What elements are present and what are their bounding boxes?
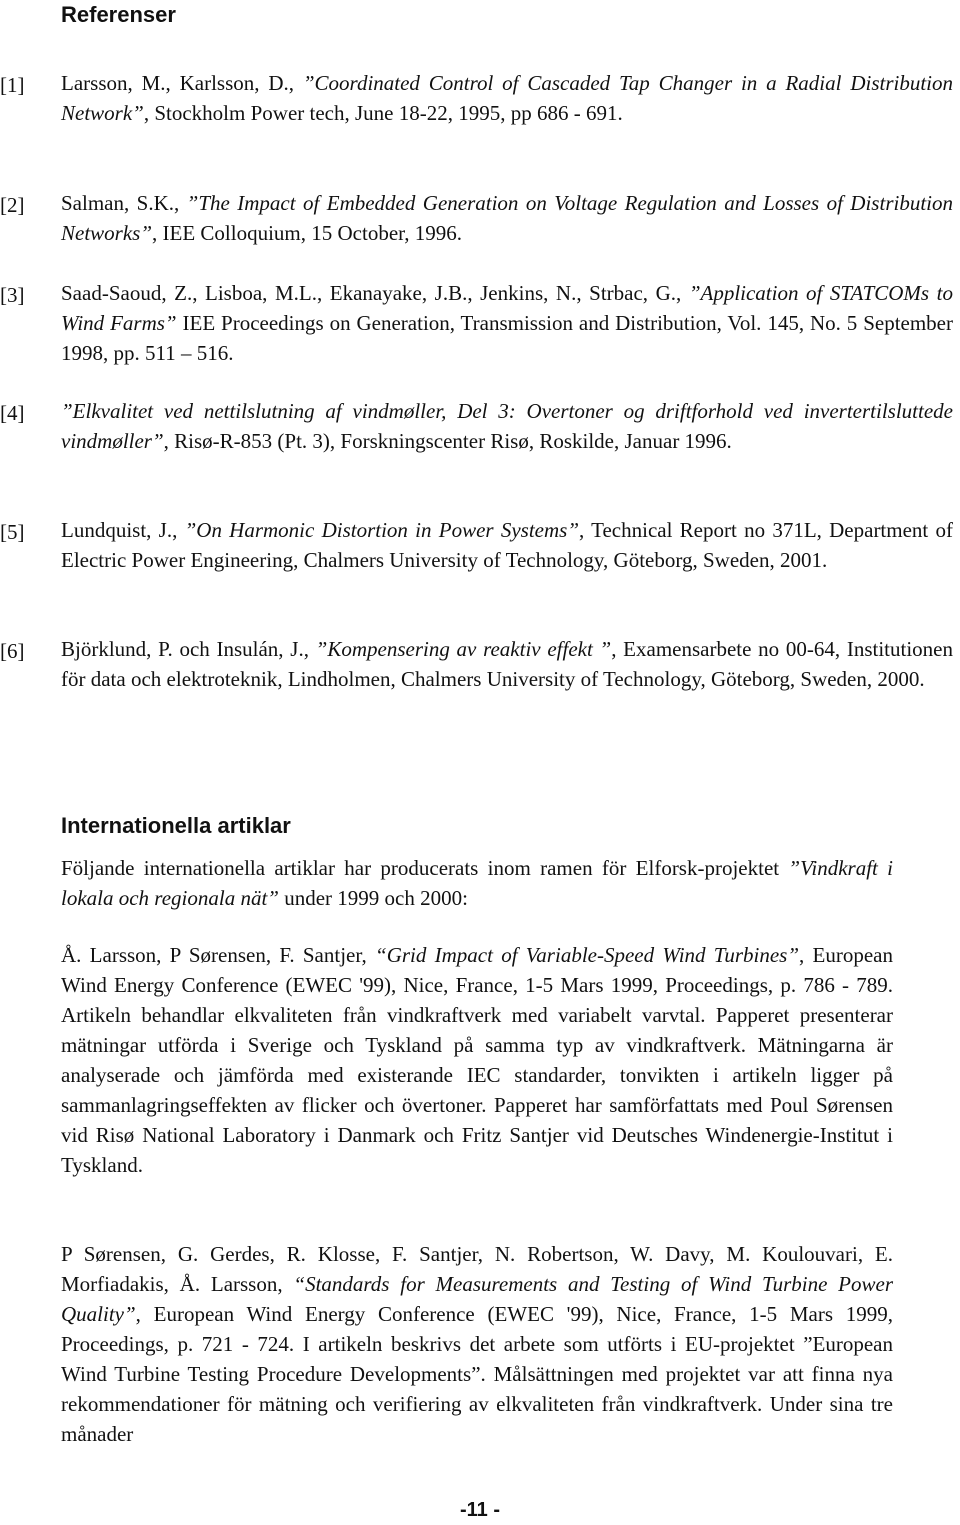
reference-number: [1] <box>0 73 25 97</box>
reference-number: [6] <box>0 639 25 663</box>
article-description: , European Wind Energy Conference (EWEC '99), Nice, France, 1-5 Mars 1999, Proceedings, p. 721 - 724. I artikeln beskrivs det arbete som utförts i EU-projektet ”European Wind Turbine Testing Procedure Developments”. Målsättningen med projektet var att finna nya rekommendationer för mätning och verifiering av elkvaliteten från vindkraftverk. Under sina tre månader <box>61 1302 899 1446</box>
article-description: , European Wind Energy Conference (EWEC '99), Nice, France, 1-5 Mars 1999, Proceedings, p. 786 - 789. Artikeln behandlar elkvaliteten från vindkraftverk med variabelt varvtal. Papperet presenterar mätningar utförda i Sverige och Tyskland på samma typ av vindkraftverk. Mätningarna är analyserade och jämförda med existerande IEC standarder, tonvikten i artikeln ligger på sammanlagringseffekten av flicker och övertoner. Papperet har samförfattats med Poul Sørensen vid Risø National Laboratory i Danmark och Fritz Santjer vid Deutsches Windenergie-Institut i Tyskland. <box>61 943 899 1177</box>
reference-text: Saad-Saoud, Z., Lisboa, M.L., Ekanayake, J.B., Jenkins, N., Strbac, G., <box>61 281 689 305</box>
reference-text: , Risø-R-853 (Pt. 3), Forskningscenter Risø, Roskilde, Januar 1996. <box>163 429 732 453</box>
reference-text: Lundquist, J., <box>61 518 185 542</box>
reference-title: ”On Harmonic Distortion in Power Systems” <box>184 518 579 542</box>
reference-text: Larsson, M., Karlsson, D., <box>61 71 303 95</box>
reference-entry <box>61 188 959 248</box>
reference-entry <box>61 278 959 368</box>
article-authors: P Sørensen, G. Gerdes, R. Klosse, F. Santjer, N. Robertson, W. Davy, M. Koulouvari, E. Morfiadakis, Å. Larsson, <box>61 1242 899 1296</box>
reference-text: , Stockholm Power tech, June 18-22, 1995, pp 686 - 691. <box>143 101 623 125</box>
intro-text: under 1999 och 2000: <box>278 886 468 910</box>
article-title: “Standards for Measurements and Testing of Wind Turbine Power Quality” <box>61 1272 899 1326</box>
reference-entry <box>61 396 959 456</box>
references-heading: Referenser <box>61 2 176 27</box>
article-title: “Grid Impact of Variable-Speed Wind Turbines” <box>375 943 800 967</box>
reference-title: ”Coordinated Control of Cascaded Tap Changer in a Radial Distribution Network” <box>61 71 959 125</box>
article-entry <box>61 1239 899 1449</box>
reference-text: Salman, S.K., <box>61 191 187 215</box>
international-articles-heading: Internationella artiklar <box>61 813 291 838</box>
reference-title: ”The Impact of Embedded Generation on Voltage Regulation and Losses of Distribution Networks” <box>61 191 959 245</box>
reference-text: Björklund, P. och Insulán, J., <box>61 637 316 661</box>
reference-number: [3] <box>0 283 25 307</box>
reference-number: [2] <box>0 193 25 217</box>
intro-text: Följande internationella artiklar har producerats inom ramen för Elforsk-projektet <box>61 856 789 880</box>
reference-title: ”Application of STATCOMs to Wind Farms” <box>61 281 959 335</box>
article-authors: Å. Larsson, P Sørensen, F. Santjer, <box>61 943 376 967</box>
reference-number: [4] <box>0 401 25 425</box>
project-title: ”Vindkraft i lokala och regionala nät” <box>61 856 899 910</box>
intro-paragraph <box>61 853 899 913</box>
reference-text: , Examensarbete no 00-64, Institutionen för data och elektroteknik, Lindholmen, Chalmers University of Technology, Göteborg, Sweden, 2000. <box>61 637 959 691</box>
reference-entry <box>61 634 959 694</box>
reference-title: ”Kompensering av reaktiv effekt ” <box>315 637 612 661</box>
reference-text: IEE Proceedings on Generation, Transmission and Distribution, Vol. 145, No. 5 September 1998, pp. 511 – 516. <box>61 311 959 365</box>
reference-number: [5] <box>0 520 25 544</box>
reference-entry <box>61 68 959 128</box>
reference-text: , IEE Colloquium, 15 October, 1996. <box>152 221 463 245</box>
reference-title: ”Elkvalitet ved nettilslutning af vindmøller, Del 3: Overtoner og driftforhold ved invertertilsluttede vindmøller” <box>61 399 959 453</box>
reference-entry <box>61 515 959 575</box>
article-entry <box>61 940 899 1180</box>
reference-text: , Technical Report no 371L, Department of Electric Power Engineering, Chalmers University of Technology, Göteborg, Sweden, 2001. <box>61 518 959 572</box>
page-number: -11 - <box>459 1499 501 1521</box>
